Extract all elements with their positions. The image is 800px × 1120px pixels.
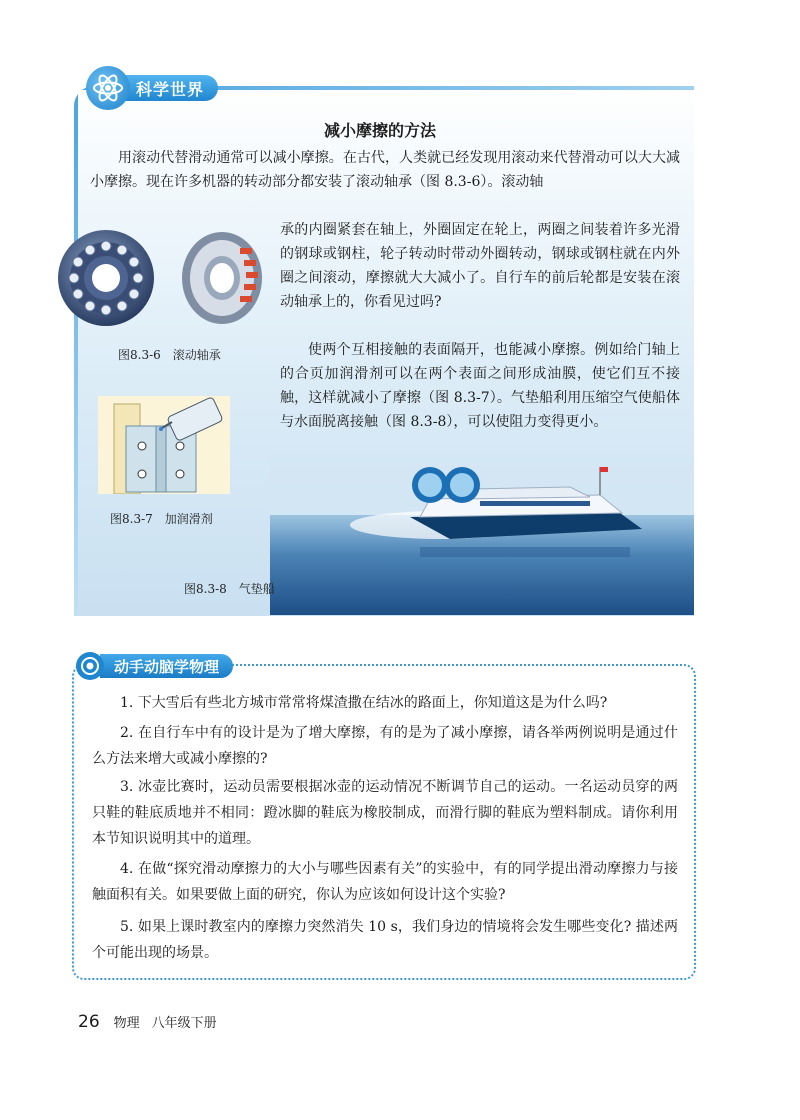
atom-icon (86, 66, 130, 110)
question-3: 3. 冰壶比赛时，运动员需要根据冰壶的运动情况不断调节自己的运动。一名运动员穿的两只鞋的鞋底质地并不相同：蹬冰脚的鞋底为橡胶制成，而滑行脚的鞋底为塑料制成。请你利用本节知识说明其中的道理。 (92, 779, 678, 847)
paragraph-1: 用滚动代替滑动通常可以减小摩擦。在古代，人类就已经发现用滚动来代替滑动可以大大减小摩擦。现在许多机器的转动部分都安装了滚动轴承（图 8.3-6）。滚动轴 (90, 150, 680, 190)
figure-caption-lubricant: 图8.3-7 加润滑剂 (110, 512, 213, 526)
science-world-label: 科学世界 (122, 75, 218, 101)
hands-on-label: 动手动脑学物理 (100, 654, 233, 678)
page-footer (78, 1012, 229, 1032)
hands-on-header (76, 652, 233, 680)
paragraph-2: 使两个互相接触的表面隔开，也能减小摩擦。例如给门轴上的合页加润滑剂可以在两个表面之间形成油膜，使它们互不接触，这样就减小了摩擦（图 8.3-7）。气垫船利用压缩空气使船体与水面脱离接触（图 8.3-8），可以使阻力变得更小。 (280, 342, 680, 430)
box-left-border (74, 86, 78, 616)
page-number: 26 (78, 1012, 100, 1032)
figure-caption-hovercraft: 图8.3-8 气垫船 (184, 582, 275, 596)
question-2: 2. 在自行车中有的设计是为了增大摩擦，有的是为了减小摩擦，请各举两例说明是通过什么方法来增大或减小摩擦的? (92, 725, 678, 767)
book-subject: 物理 (113, 1016, 140, 1031)
question-1: 1. 下大雪后有些北方城市常常将煤渣撒在结冰的路面上，你知道这是为什么吗? (120, 695, 608, 711)
book-grade: 八年级下册 (151, 1016, 217, 1031)
hinge-figure (98, 396, 230, 494)
science-world-header (86, 70, 218, 106)
figure-caption-bearing: 图8.3-6 滚动轴承 (118, 348, 221, 362)
question-5: 5. 如果上课时教室内的摩擦力突然消失 10 s，我们身边的情境将会发生哪些变化? 描述两个可能出现的场景。 (92, 919, 678, 961)
bearing-figure (54, 228, 274, 328)
section-title: 减小摩擦的方法 (323, 121, 436, 140)
target-icon (76, 652, 104, 680)
paragraph-1-continued: 承的内圈紧套在轴上，外圈固定在轮上，两圈之间装着许多光滑的钢球或钢柱，轮子转动时带动外圈转动，钢球或钢柱就在内外圈之间滚动，摩擦就大大减小了。自行车的前后轮都是安装在滚动轴承上的，你看见过吗? (280, 222, 680, 310)
question-4: 4. 在做“探究滑动摩擦力的大小与哪些因素有关”的实验中，有的同学提出滑动摩擦力与接触面积有关。如果要做上面的研究，你认为应该如何设计这个实验? (92, 861, 678, 903)
hovercraft-image (270, 455, 694, 615)
